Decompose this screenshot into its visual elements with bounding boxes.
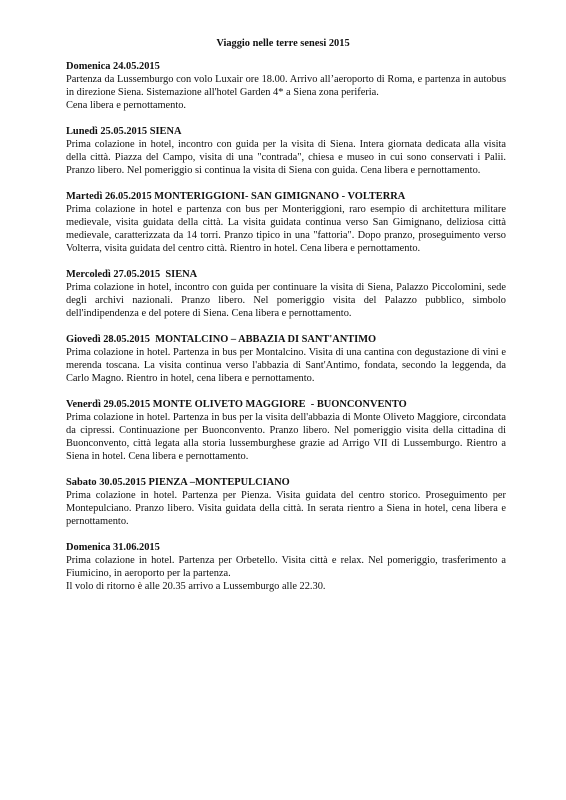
day-description [66, 554, 506, 593]
day-heading: Giovedì 28.05.2015 MONTALCINO – ABBAZIA DI SANT'ANTIMO [66, 334, 377, 345]
day-heading: Martedì 26.05.2015 MONTERIGGIONI- SAN GIMIGNANO - VOLTERRA [66, 191, 406, 202]
itinerary-day [66, 398, 506, 463]
itinerary-day [66, 60, 506, 112]
day-paragraph: Partenza da Lussemburgo con volo Luxair ore 18.00. Arrivo all’aeroporto di Roma, e partenza in autobus in direzione Siena. Sistemazione all'hotel Garden 4* a Siena zona periferia. [66, 74, 506, 98]
day-heading: Domenica 31.06.2015 [66, 542, 160, 553]
day-description [66, 489, 506, 528]
day-paragraph: Prima colazione in hotel, incontro con guida per continuare la visita di Siena, Palazzo Piccolomini, sede degli archivi nazionali. Pranzo libero. Nel pomeriggio visita del Palazzo pubblico, simbolo dell'indipendenza e del potere di Siena. Cena libera e pernottamento. [66, 282, 506, 319]
day-heading: Sabato 30.05.2015 PIENZA –MONTEPULCIANO [66, 477, 290, 488]
day-description [66, 73, 506, 112]
day-description [66, 411, 506, 463]
itinerary-day [66, 125, 506, 177]
day-heading: Lunedì 25.05.2015 SIENA [66, 126, 182, 137]
day-paragraph: Prima colazione in hotel. Partenza in bus per Montalcino. Visita di una cantina con degustazione di vini e merenda toscana. La visita continua verso l'abbazia di Sant'Antimo, fondata, secondo la leggenda, da Carlo Magno. Rientro in hotel, cena libera e pernottamento. [66, 347, 506, 384]
day-description [66, 138, 506, 177]
day-description [66, 346, 506, 385]
day-paragraph: Il volo di ritorno è alle 20.35 arrivo a Lussemburgo alle 22.30. [66, 581, 326, 592]
day-description [66, 281, 506, 320]
itinerary-day [66, 333, 506, 385]
day-paragraph: Prima colazione in hotel e partenza con bus per Monteriggioni, raro esempio di architettura militare medievale, visita guidata della città. La visita guidata continua verso San Gimignano, deliziosa città medievale, caratterizzata da 14 torri. Pranzo tipico in una "fattoria". Dopo pranzo, proseguimento verso Volterra, visita guidata del centro città. Rientro in hotel. Cena libera e pernottamento. [66, 204, 506, 254]
document-title: Viaggio nelle terre senesi 2015 [216, 38, 350, 49]
day-paragraph: Cena libera e pernottamento. [66, 100, 187, 111]
day-heading: Mercoledì 27.05.2015 SIENA [66, 269, 198, 280]
day-paragraph: Prima colazione in hotel, incontro con guida per la visita di Siena. Intera giornata dedicata alla visita della città. Piazza del Campo, visita di una "contrada", chiesa e museo in cui sono conservati i Palii. Pranzo libero. Nel pomeriggio si continua la visita di Siena con guida. Cena libera e pernottamento. [66, 139, 506, 176]
day-description [66, 203, 506, 255]
itinerary-day [66, 476, 506, 528]
itinerary-day [66, 541, 506, 593]
day-paragraph: Prima colazione in hotel. Partenza per Orbetello. Visita città e relax. Nel pomeriggio, trasferimento a Fiumicino, in aeroporto per la partenza. [66, 555, 506, 579]
day-paragraph: Prima colazione in hotel. Partenza per Pienza. Visita guidata del centro storico. Proseguimento per Montepulciano. Pranzo libero. Visita guidata della città. In serata rientro a Siena in hotel, cena libera e pernottamento. [66, 490, 506, 527]
day-heading: Venerdì 29.05.2015 MONTE OLIVETO MAGGIORE - BUONCONVENTO [66, 399, 407, 410]
itinerary-day [66, 190, 506, 255]
day-paragraph: Prima colazione in hotel. Partenza in bus per la visita dell'abbazia di Monte Oliveto Maggiore, circondata da cipressi. Continuazione per Buonconvento. Pranzo libero. Nel pomeriggio visita della cittadina di Buonconvento, città legata alla storia lussemburghese grazie ad Arrigo VII di Lussemburgo. Rientro a Siena in hotel. Cena libera e pernottamento. [66, 412, 506, 462]
itinerary-days [66, 60, 506, 606]
itinerary-day [66, 268, 506, 320]
day-heading: Domenica 24.05.2015 [66, 61, 160, 72]
